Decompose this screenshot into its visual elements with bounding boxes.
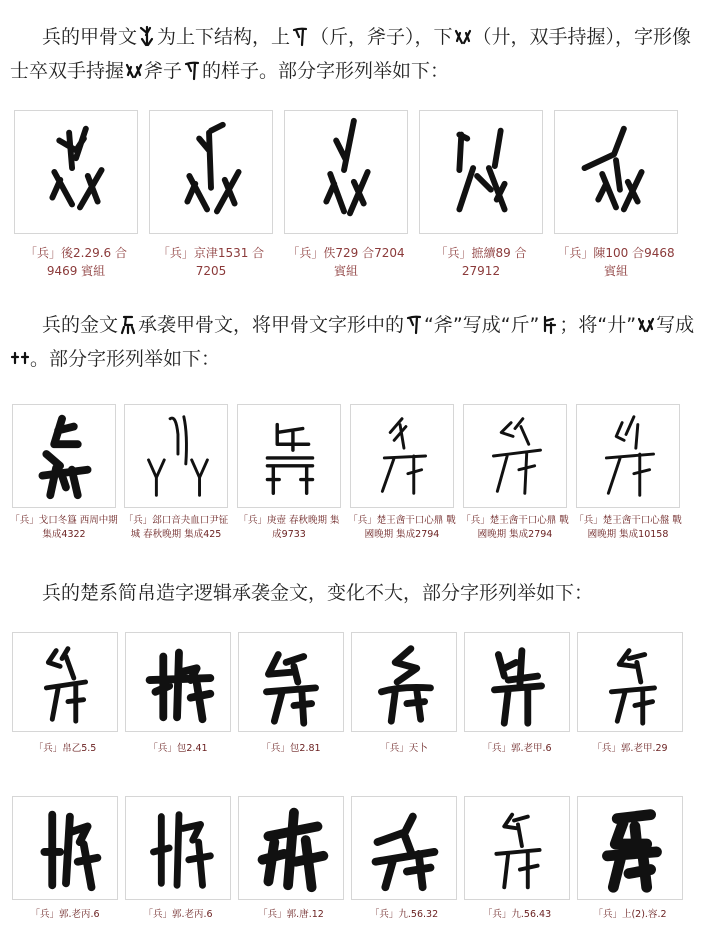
chu-glyph-image <box>12 632 118 732</box>
oracle-glyph-image <box>419 110 543 234</box>
oracle-caption: 「兵」後2.29.6 合9469 賓組 <box>25 246 127 278</box>
bronze-hands-inline-glyph <box>10 347 30 369</box>
chu-glyph-image <box>464 632 570 732</box>
oracle-glyph-image <box>14 110 138 234</box>
bronze-caption: 「兵」郐⼝音夬血⼝尹钲城 春秋晚期 集成425 <box>123 515 229 540</box>
chu-glyph-image <box>125 632 231 732</box>
bronze-intro-paragraph <box>10 308 700 376</box>
intro-text: 斧子 <box>144 60 183 82</box>
intro-text: 承袭甲骨文，将甲骨文字形中的 <box>138 314 405 336</box>
bronze-caption: 「兵」楚王酓干⼝心盤 戰國晚期 集成10158 <box>574 515 682 540</box>
oracle-glyph-image <box>284 110 408 234</box>
bronze-caption: 「兵」戈⼝冬簋 西周中期 集成4322 <box>10 515 118 540</box>
chu-caption: 「兵」郭.老丙.6 <box>30 909 100 920</box>
chu-caption: 「兵」郭.老丙.6 <box>143 909 213 920</box>
chu-glyph-image <box>238 632 344 732</box>
oracle-caption: 「兵」陳100 合9468 賓組 <box>557 246 675 278</box>
intro-text: 兵的金文 <box>42 314 119 336</box>
bronze-glyph-image <box>12 404 116 508</box>
bronze-bing-inline-glyph <box>118 313 138 335</box>
oracle-caption: 「兵」京津1531 合7205 <box>157 246 265 278</box>
oracle-hands-inline-glyph <box>636 313 656 335</box>
bronze-glyph-image <box>463 404 567 508</box>
oracle-axe-inline-glyph <box>290 25 310 47</box>
oracle-hands-inline-glyph <box>124 59 144 81</box>
intro-text: 。部分字形列举如下： <box>30 348 221 370</box>
oracle-bing-inline-glyph <box>137 25 157 47</box>
chu-caption: 「兵」九.56.32 <box>369 909 439 920</box>
chu-caption: 「兵」包2.41 <box>148 743 208 754</box>
intro-text: 兵的甲骨文 <box>42 26 138 48</box>
intro-text: 写成 <box>656 314 695 336</box>
intro-text: 为上下结构，上 <box>157 26 291 48</box>
bronze-glyph-image <box>237 404 341 508</box>
chu-caption: 「兵」天卜 <box>380 743 428 754</box>
bronze-caption: 「兵」庚壺 春秋晚期 集成9733 <box>238 515 340 540</box>
chu-glyph-image <box>351 796 457 900</box>
chu-caption: 「兵」九.56.43 <box>482 909 552 920</box>
chu-glyph-image <box>464 796 570 900</box>
intro-text: “斧”写成“斤” <box>424 314 540 336</box>
chu-intro-paragraph <box>10 576 700 610</box>
chu-caption: 「兵」帛乙5.5 <box>33 743 97 754</box>
oracle-glyph-image <box>554 110 678 234</box>
chu-glyph-image <box>238 796 344 900</box>
oracle-caption: 「兵」佚729 合7204 賓組 <box>287 246 405 278</box>
oracle-axe-inline-glyph <box>182 59 202 81</box>
oracle-caption: 「兵」摭續89 合27912 <box>435 246 527 278</box>
chu-glyph-image <box>577 632 683 732</box>
oracle-hands-inline-glyph <box>453 25 473 47</box>
chu-glyph-image <box>351 632 457 732</box>
intro-text: （斤，斧子），下 <box>310 26 453 48</box>
oracle-axe-inline-glyph <box>404 313 424 335</box>
chu-glyph-image <box>577 796 683 900</box>
oracle-intro-paragraph <box>10 20 700 88</box>
bronze-caption: 「兵」楚王酓干⼝心鼎 戰國晚期 集成2794 <box>461 515 569 540</box>
bronze-caption: 「兵」楚王酓干⼝心鼎 戰國晚期 集成2794 <box>348 515 456 540</box>
bronze-glyph-image <box>124 404 228 508</box>
chu-caption: 「兵」郭.唐.12 <box>258 909 324 920</box>
intro-text: 的样子。部分字形列举如下： <box>202 60 450 82</box>
bronze-axe-inline-glyph <box>539 313 559 335</box>
intro-text: 兵的楚系简帛造字逻辑承袭金文，变化不大，部分字形列举如下： <box>42 582 594 604</box>
oracle-glyph-image <box>149 110 273 234</box>
chu-caption: 「兵」郭.老甲.29 <box>592 743 668 754</box>
intro-text: ；将“廾” <box>559 314 637 336</box>
chu-caption: 「兵」上(2).容.2 <box>593 909 667 920</box>
bronze-glyph-image <box>350 404 454 508</box>
chu-caption: 「兵」郭.老甲.6 <box>482 743 552 754</box>
bronze-glyph-image <box>576 404 680 508</box>
chu-glyph-image <box>125 796 231 900</box>
chu-glyph-image <box>12 796 118 900</box>
intro-text: （廾，双手持握），字形像士卒双手持握 <box>10 26 692 82</box>
chu-caption: 「兵」包2.81 <box>261 743 321 754</box>
